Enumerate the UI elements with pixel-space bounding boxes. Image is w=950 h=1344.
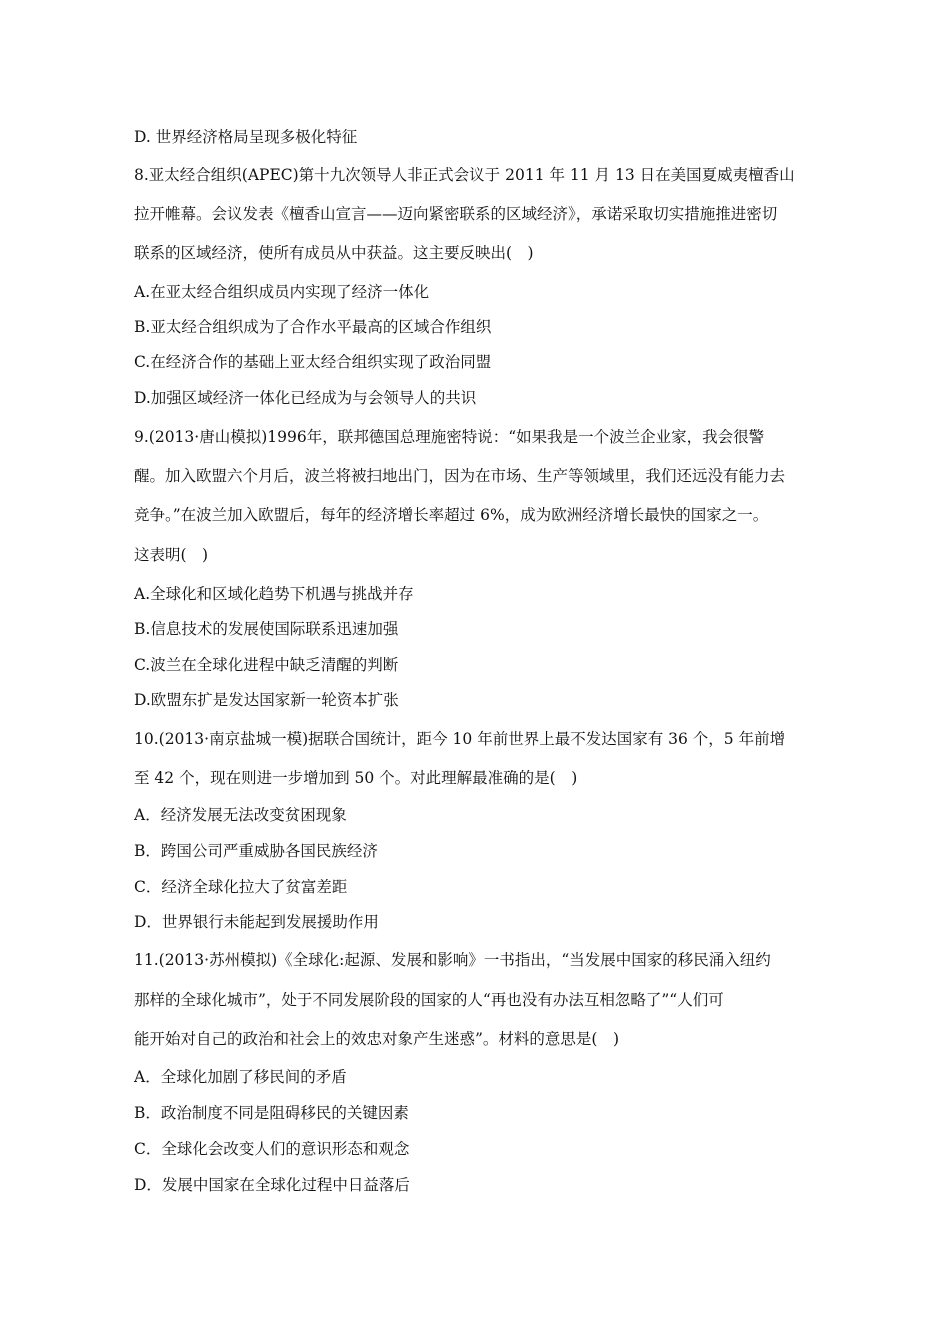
q10-option-a: A．经济发展无法改变贫困现象 [134, 806, 347, 824]
q10-option-c: C．经济全球化拉大了贫富差距 [134, 878, 348, 896]
q9-option-c: C.波兰在全球化进程中缺乏清醒的判断 [134, 656, 399, 674]
q8-option-a: A.在亚太经合组织成员内实现了经济一体化 [134, 283, 430, 301]
q9-option-d: D.欧盟东扩是发达国家新一轮资本扩张 [134, 691, 399, 709]
q9-stem-line-4: 这表明( ) [134, 546, 209, 564]
q8-stem-line-1: 8.亚太经合组织(APEC)第十九次领导人非正式会议于 2011 年 11 月 13 日在美国夏威夷檀香山 [134, 166, 795, 184]
q8-stem-line-3: 联系的区域经济，使所有成员从中获益。这主要反映出( ) [134, 244, 534, 262]
q8-option-b: B.亚太经合组织成为了合作水平最高的区域合作组织 [134, 318, 492, 336]
q10-stem-line-2: 至 42 个，现在则进一步增加到 50 个。对此理解最准确的是( ) [134, 769, 578, 787]
q11-stem-line-2: 那样的全球化城市”，处于不同发展阶段的国家的人“再也没有办法互相忽略了”“人们可 [134, 991, 724, 1009]
q10-option-b: B．跨国公司严重威胁各国民族经济 [134, 842, 378, 860]
q9-stem-line-3: 竞争。”在波兰加入欧盟后，每年的经济增长率超过 6%，成为欧洲经济增长最快的国家之一。 [134, 506, 769, 524]
q10-stem-line-1: 10.(2013·南京盐城一模)据联合国统计，距今 10 年前世界上最不发达国家有 36 个，5 年前增 [134, 730, 786, 748]
q8-stem-line-2: 拉开帷幕。会议发表《檀香山宣言——迈向紧密联系的区域经济》，承诺采取切实措施推进密切 [134, 205, 778, 223]
q9-option-a: A.全球化和区域化趋势下机遇与挑战并存 [134, 585, 414, 603]
q8-option-c: C.在经济合作的基础上亚太经合组织实现了政治同盟 [134, 353, 492, 371]
q10-option-d: D．世界银行未能起到发展援助作用 [134, 913, 379, 931]
q11-stem-line-3: 能开始对自己的政治和社会上的效忠对象产生迷惑”。材料的意思是( ) [134, 1030, 620, 1048]
q11-option-c: C．全球化会改变人们的意识形态和观念 [134, 1140, 410, 1158]
q9-stem-line-2: 醒。加入欧盟六个月后，波兰将被扫地出门，因为在市场、生产等领域里，我们还远没有能力去 [134, 467, 786, 485]
q11-option-a: A．全球化加剧了移民间的矛盾 [134, 1068, 347, 1086]
q7-option-d: D. 世界经济格局呈现多极化特征 [134, 128, 358, 146]
q11-option-b: B．政治制度不同是阻碍移民的关键因素 [134, 1104, 409, 1122]
q9-option-b: B.信息技术的发展使国际联系迅速加强 [134, 620, 399, 638]
q11-option-d: D．发展中国家在全球化过程中日益落后 [134, 1176, 410, 1194]
q11-stem-line-1: 11.(2013·苏州模拟)《全球化:起源、发展和影响》一书指出，“当发展中国家的移民涌入纽约 [134, 951, 771, 969]
q8-option-d: D.加强区域经济一体化已经成为与会领导人的共识 [134, 389, 477, 407]
q9-stem-line-1: 9.(2013·唐山模拟)1996年，联邦德国总理施密特说：“如果我是一个波兰企业家，我会很警 [134, 428, 765, 446]
